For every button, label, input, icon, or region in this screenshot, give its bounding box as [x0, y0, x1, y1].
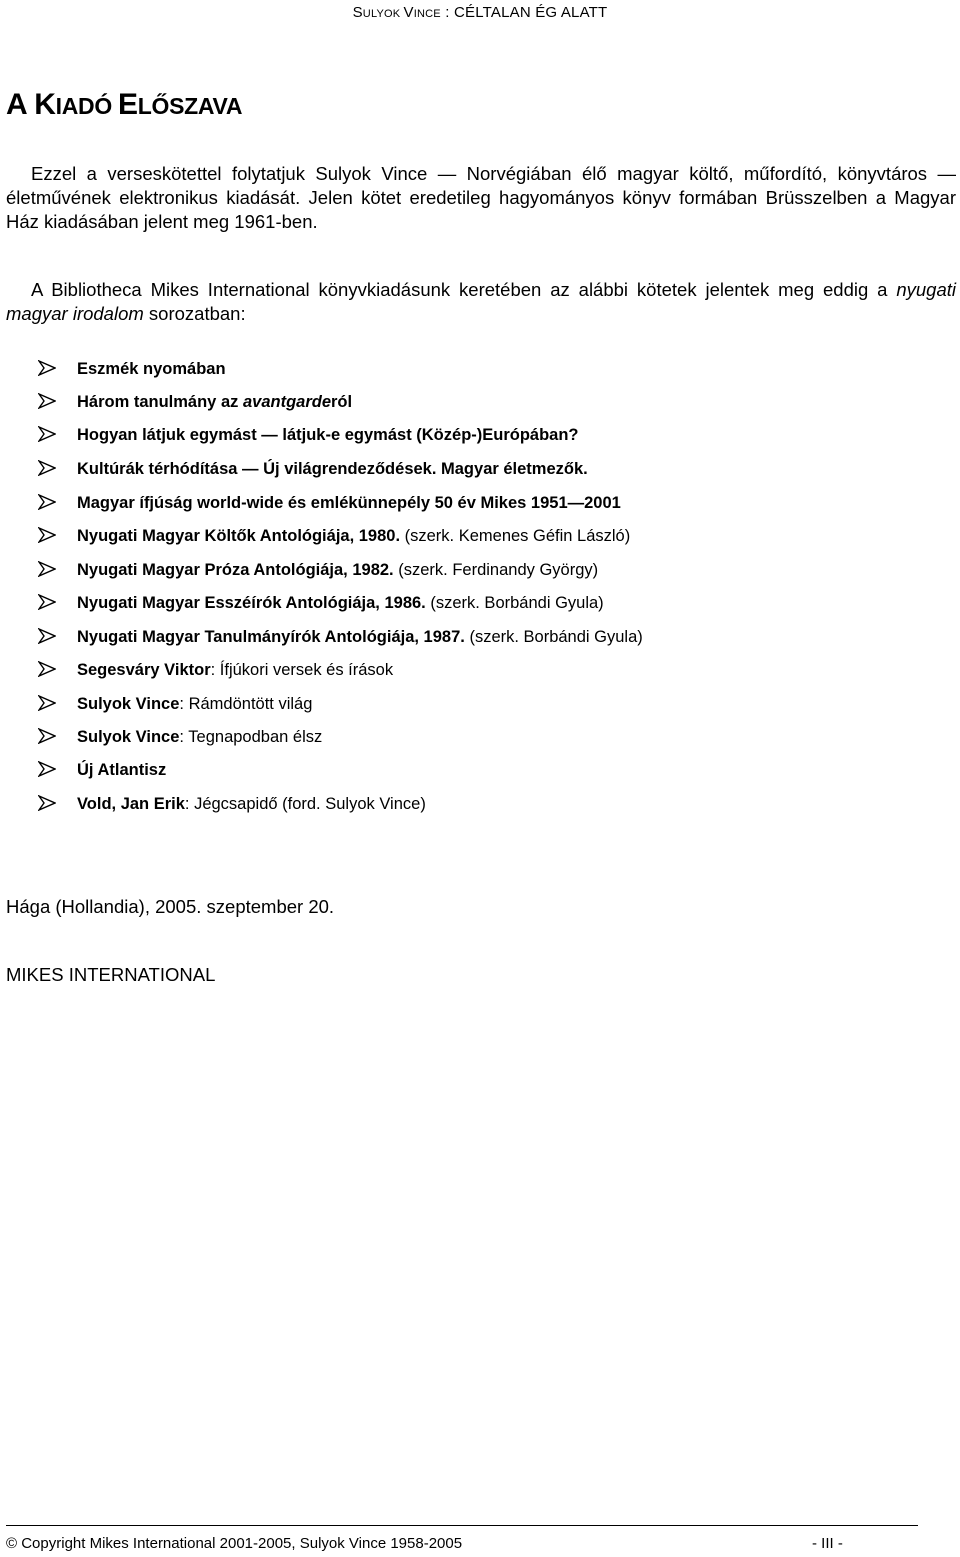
book-title: Magyar ífjúság world-wide és emlékünnepély 50 év Mikes 1951—2001 — [77, 494, 621, 512]
place-date: Hága (Hollandia), 2005. szeptember 20. — [6, 896, 335, 917]
arrowhead-bullet-icon — [38, 393, 56, 409]
book-entry-text — [77, 624, 643, 650]
arrowhead-bullet-icon — [38, 761, 56, 777]
book-entry-text — [77, 657, 393, 683]
header-author-v-rest: INCE — [413, 8, 441, 20]
book-title: Sulyok Vince — [77, 728, 180, 746]
publisher-name: MIKES INTERNATIONAL — [6, 964, 216, 985]
running-header — [0, 4, 960, 21]
arrowhead-bullet-icon — [38, 695, 56, 711]
book-title: Nyugati Magyar Esszéírók Antológiája, 1986. — [77, 594, 426, 612]
book-entry-text — [77, 791, 426, 817]
book-entry-text — [77, 356, 226, 382]
header-author-rest: ULYOK — [362, 8, 404, 20]
arrowhead-bullet-icon — [38, 494, 56, 510]
book-entry-text — [77, 557, 598, 583]
arrowhead-bullet-icon — [38, 460, 56, 476]
page-title — [6, 88, 242, 122]
book-entry-text — [77, 523, 630, 549]
book-title: Nyugati Magyar Tanulmányírók Antológiája, 1987. — [77, 628, 465, 646]
header-author-initial: S — [352, 4, 363, 21]
book-entry-text — [77, 590, 604, 616]
book-details: : Rámdöntött világ — [179, 695, 313, 713]
arrowhead-bullet-icon — [38, 728, 56, 744]
series-paragraph-main: A Bibliotheca Mikes International könyvkiadásunk keretében az alábbi kötetek jelentek meg eddig a — [31, 279, 897, 300]
book-title-italic: avantgarde — [242, 393, 332, 411]
title-part-iado: IADÓ — [55, 93, 119, 119]
book-title: Nyugati Magyar Próza Antológiája, 1982. — [77, 561, 394, 579]
book-details: : Tegnapodban élsz — [179, 728, 323, 746]
book-details: (szerk. Ferdinandy György) — [393, 561, 599, 579]
book-title: Nyugati Magyar Költők Antológiája, 1980. — [77, 527, 401, 545]
page-number: - III - — [812, 1535, 843, 1552]
arrowhead-bullet-icon — [38, 360, 56, 376]
book-title: Eszmék nyomában — [77, 360, 226, 378]
series-name: nyugati magyar irodalom — [6, 279, 956, 324]
book-entry-text — [77, 757, 166, 783]
title-part-a: A K — [6, 88, 56, 121]
book-title: Hogyan látjuk egymást — látjuk-e egymást (Közép-)Európában? — [77, 426, 579, 444]
arrowhead-bullet-icon — [38, 661, 56, 677]
book-title: Három tanulmány az — [77, 393, 243, 411]
book-entry-text — [77, 456, 588, 482]
book-title: Vold, Jan Erik — [77, 795, 185, 813]
intro-paragraph: Ezzel a verseskötettel folytatjuk Sulyok Vince — Norvégiában élő magyar költő, műfordító, könyvtáros — életművének elektronikus kiadását. Jelen kötet eredetileg hagyományos könyv formában Brüsszelben a Magyar Ház kiadásában jelent meg 1961-ben. — [6, 163, 956, 232]
arrowhead-bullet-icon — [38, 795, 56, 811]
footer-copyright: © Copyright Mikes International 2001-2005, Sulyok Vince 1958-2005 — [6, 1535, 463, 1552]
book-title: Új Atlantisz — [77, 761, 167, 779]
book-details: (szerk. Borbándi Gyula) — [425, 594, 604, 612]
header-author-v: V — [403, 4, 414, 21]
arrowhead-bullet-icon — [38, 628, 56, 644]
series-paragraph — [6, 278, 956, 326]
header-separator: : — [440, 4, 454, 21]
book-entry-text — [77, 724, 322, 750]
book-entry-text — [77, 422, 579, 448]
book-title: Kultúrák térhódítása — Új világrendeződések. Magyar életmezők. — [77, 460, 588, 478]
footer-rule — [6, 1525, 918, 1526]
header-book-title: CÉLTALAN ÉG ALATT — [453, 4, 608, 21]
book-details: (szerk. Borbándi Gyula) — [464, 628, 643, 646]
book-entry-text — [77, 490, 621, 516]
book-title-suffix: ról — [331, 393, 353, 411]
arrowhead-bullet-icon — [38, 527, 56, 543]
book-details: : Jégcsapidő (ford. Sulyok Vince) — [184, 795, 426, 813]
arrowhead-bullet-icon — [38, 594, 56, 610]
book-title: Sulyok Vince — [77, 695, 180, 713]
book-details: (szerk. Kemenes Géfin László) — [400, 527, 631, 545]
book-entry-text — [77, 389, 352, 415]
title-part-e: E — [118, 88, 138, 121]
arrowhead-bullet-icon — [38, 426, 56, 442]
book-entry-text — [77, 691, 312, 717]
book-title: Segesváry Viktor — [77, 661, 211, 679]
title-part-loszava: LŐSZAVA — [137, 93, 243, 119]
arrowhead-bullet-icon — [38, 561, 56, 577]
series-paragraph-end: sorozatban: — [143, 303, 246, 324]
book-details: : Ífjúkori versek és írások — [210, 661, 394, 679]
